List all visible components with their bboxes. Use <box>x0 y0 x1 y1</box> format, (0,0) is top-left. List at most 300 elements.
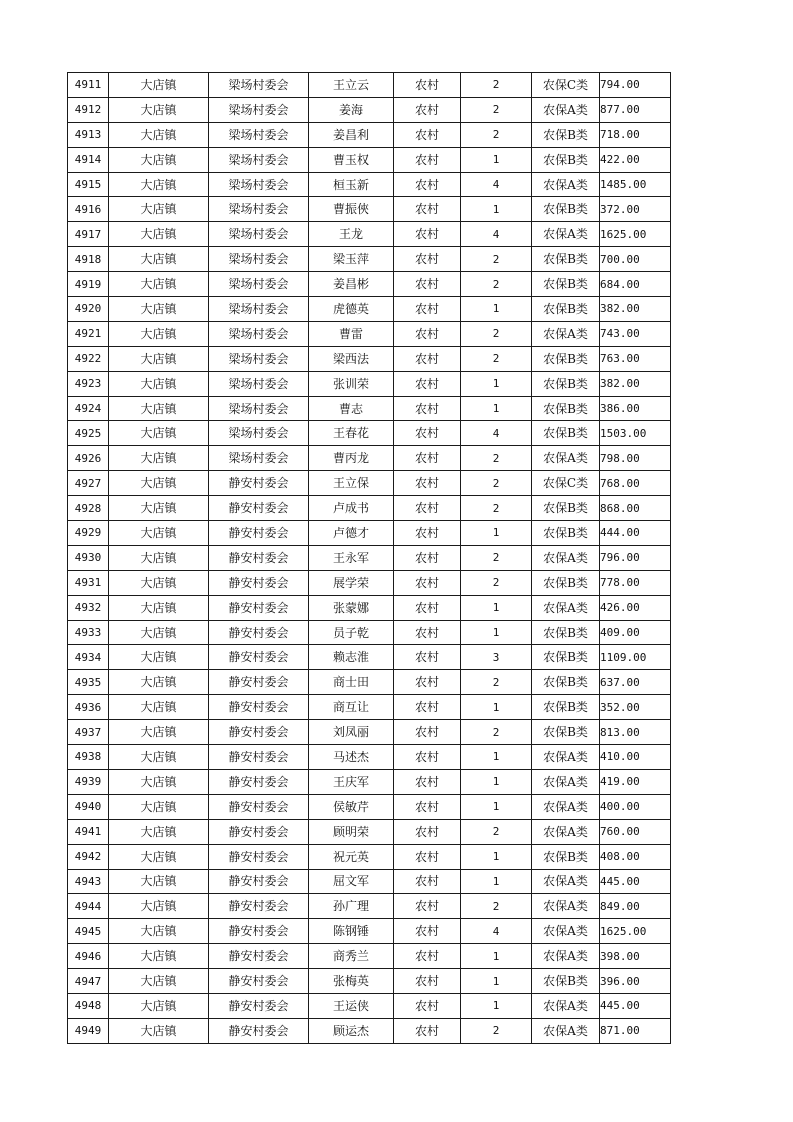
town-cell: 大店镇 <box>109 172 209 197</box>
area-type-cell: 农村 <box>394 73 461 98</box>
area-type-cell: 农村 <box>394 769 461 794</box>
village-committee-cell: 静安村委会 <box>209 869 309 894</box>
area-type-cell: 农村 <box>394 570 461 595</box>
table-row <box>68 272 671 297</box>
area-type-cell: 农村 <box>394 620 461 645</box>
table-row <box>68 222 671 247</box>
category-cell: 农保A类 <box>532 1018 600 1043</box>
household-size-cell: 4 <box>461 172 532 197</box>
town-cell: 大店镇 <box>109 645 209 670</box>
village-committee-cell: 静安村委会 <box>209 496 309 521</box>
amount-cell: 1109.00 <box>600 645 671 670</box>
village-committee-cell: 静安村委会 <box>209 595 309 620</box>
town-cell: 大店镇 <box>109 695 209 720</box>
category-cell: 农保B类 <box>532 346 600 371</box>
area-type-cell: 农村 <box>394 919 461 944</box>
category-cell: 农保C类 <box>532 73 600 98</box>
town-cell: 大店镇 <box>109 720 209 745</box>
name-cell: 王运侠 <box>309 993 394 1018</box>
town-cell: 大店镇 <box>109 97 209 122</box>
amount-cell: 396.00 <box>600 969 671 994</box>
area-type-cell: 农村 <box>394 446 461 471</box>
table-row <box>68 769 671 794</box>
table-row <box>68 147 671 172</box>
name-cell: 员子乾 <box>309 620 394 645</box>
area-type-cell: 农村 <box>394 147 461 172</box>
row-number-cell: 4921 <box>68 321 109 346</box>
village-committee-cell: 静安村委会 <box>209 570 309 595</box>
town-cell: 大店镇 <box>109 471 209 496</box>
area-type-cell: 农村 <box>394 720 461 745</box>
table-row <box>68 321 671 346</box>
row-number-cell: 4923 <box>68 371 109 396</box>
household-size-cell: 4 <box>461 919 532 944</box>
area-type-cell: 农村 <box>394 521 461 546</box>
household-size-cell: 2 <box>461 720 532 745</box>
table-row <box>68 97 671 122</box>
table-body <box>68 73 671 1044</box>
name-cell: 卢德才 <box>309 521 394 546</box>
category-cell: 农保A类 <box>532 321 600 346</box>
table-row <box>68 844 671 869</box>
town-cell: 大店镇 <box>109 794 209 819</box>
name-cell: 梁西法 <box>309 346 394 371</box>
town-cell: 大店镇 <box>109 346 209 371</box>
category-cell: 农保A类 <box>532 97 600 122</box>
town-cell: 大店镇 <box>109 745 209 770</box>
name-cell: 侯敏芹 <box>309 794 394 819</box>
category-cell: 农保A类 <box>532 595 600 620</box>
area-type-cell: 农村 <box>394 97 461 122</box>
table-row <box>68 695 671 720</box>
area-type-cell: 农村 <box>394 819 461 844</box>
household-size-cell: 1 <box>461 371 532 396</box>
name-cell: 顾明荣 <box>309 819 394 844</box>
category-cell: 农保C类 <box>532 471 600 496</box>
name-cell: 王立云 <box>309 73 394 98</box>
category-cell: 农保B类 <box>532 147 600 172</box>
category-cell: 农保B类 <box>532 720 600 745</box>
name-cell: 展学荣 <box>309 570 394 595</box>
category-cell: 农保B类 <box>532 670 600 695</box>
name-cell: 商士田 <box>309 670 394 695</box>
village-committee-cell: 静安村委会 <box>209 645 309 670</box>
name-cell: 赖志淮 <box>309 645 394 670</box>
row-number-cell: 4919 <box>68 272 109 297</box>
row-number-cell: 4911 <box>68 73 109 98</box>
area-type-cell: 农村 <box>394 1018 461 1043</box>
category-cell: 农保B类 <box>532 521 600 546</box>
town-cell: 大店镇 <box>109 844 209 869</box>
category-cell: 农保A类 <box>532 919 600 944</box>
name-cell: 商秀兰 <box>309 944 394 969</box>
row-number-cell: 4944 <box>68 894 109 919</box>
table-row <box>68 794 671 819</box>
town-cell: 大店镇 <box>109 620 209 645</box>
household-size-cell: 2 <box>461 819 532 844</box>
town-cell: 大店镇 <box>109 521 209 546</box>
area-type-cell: 农村 <box>394 272 461 297</box>
table-row <box>68 570 671 595</box>
row-number-cell: 4914 <box>68 147 109 172</box>
name-cell: 王立保 <box>309 471 394 496</box>
town-cell: 大店镇 <box>109 197 209 222</box>
amount-cell: 382.00 <box>600 297 671 322</box>
name-cell: 张梅英 <box>309 969 394 994</box>
name-cell: 王龙 <box>309 222 394 247</box>
household-size-cell: 2 <box>461 122 532 147</box>
row-number-cell: 4915 <box>68 172 109 197</box>
amount-cell: 794.00 <box>600 73 671 98</box>
row-number-cell: 4930 <box>68 545 109 570</box>
household-size-cell: 1 <box>461 695 532 720</box>
amount-cell: 445.00 <box>600 869 671 894</box>
name-cell: 商互让 <box>309 695 394 720</box>
table-row <box>68 122 671 147</box>
household-size-cell: 2 <box>461 272 532 297</box>
amount-cell: 778.00 <box>600 570 671 595</box>
village-committee-cell: 静安村委会 <box>209 844 309 869</box>
table-row <box>68 73 671 98</box>
town-cell: 大店镇 <box>109 894 209 919</box>
household-size-cell: 2 <box>461 247 532 272</box>
name-cell: 姜昌彬 <box>309 272 394 297</box>
amount-cell: 444.00 <box>600 521 671 546</box>
area-type-cell: 农村 <box>394 844 461 869</box>
household-size-cell: 1 <box>461 769 532 794</box>
village-committee-cell: 静安村委会 <box>209 894 309 919</box>
row-number-cell: 4932 <box>68 595 109 620</box>
table-row <box>68 670 671 695</box>
table-row <box>68 894 671 919</box>
name-cell: 马述杰 <box>309 745 394 770</box>
area-type-cell: 农村 <box>394 247 461 272</box>
household-size-cell: 2 <box>461 894 532 919</box>
town-cell: 大店镇 <box>109 919 209 944</box>
table-row <box>68 521 671 546</box>
town-cell: 大店镇 <box>109 595 209 620</box>
name-cell: 陈钢锤 <box>309 919 394 944</box>
row-number-cell: 4924 <box>68 396 109 421</box>
area-type-cell: 农村 <box>394 794 461 819</box>
household-size-cell: 2 <box>461 471 532 496</box>
row-number-cell: 4934 <box>68 645 109 670</box>
row-number-cell: 4936 <box>68 695 109 720</box>
household-size-cell: 1 <box>461 844 532 869</box>
area-type-cell: 农村 <box>394 545 461 570</box>
amount-cell: 798.00 <box>600 446 671 471</box>
village-committee-cell: 静安村委会 <box>209 545 309 570</box>
category-cell: 农保B类 <box>532 969 600 994</box>
category-cell: 农保B类 <box>532 272 600 297</box>
town-cell: 大店镇 <box>109 321 209 346</box>
table-row <box>68 346 671 371</box>
category-cell: 农保A类 <box>532 993 600 1018</box>
area-type-cell: 农村 <box>394 869 461 894</box>
category-cell: 农保A类 <box>532 446 600 471</box>
area-type-cell: 农村 <box>394 346 461 371</box>
category-cell: 农保B类 <box>532 496 600 521</box>
category-cell: 农保A类 <box>532 944 600 969</box>
category-cell: 农保B类 <box>532 645 600 670</box>
household-size-cell: 2 <box>461 321 532 346</box>
category-cell: 农保A类 <box>532 769 600 794</box>
category-cell: 农保A类 <box>532 222 600 247</box>
amount-cell: 868.00 <box>600 496 671 521</box>
category-cell: 农保B类 <box>532 695 600 720</box>
category-cell: 农保B类 <box>532 122 600 147</box>
area-type-cell: 农村 <box>394 371 461 396</box>
town-cell: 大店镇 <box>109 1018 209 1043</box>
village-committee-cell: 梁场村委会 <box>209 247 309 272</box>
row-number-cell: 4939 <box>68 769 109 794</box>
name-cell: 曹振俠 <box>309 197 394 222</box>
amount-cell: 426.00 <box>600 595 671 620</box>
row-number-cell: 4942 <box>68 844 109 869</box>
amount-cell: 372.00 <box>600 197 671 222</box>
town-cell: 大店镇 <box>109 869 209 894</box>
village-committee-cell: 静安村委会 <box>209 1018 309 1043</box>
village-committee-cell: 静安村委会 <box>209 944 309 969</box>
name-cell: 孙广理 <box>309 894 394 919</box>
area-type-cell: 农村 <box>394 745 461 770</box>
table-row <box>68 944 671 969</box>
household-size-cell: 4 <box>461 421 532 446</box>
area-type-cell: 农村 <box>394 595 461 620</box>
table-row <box>68 1018 671 1043</box>
name-cell: 张蒙娜 <box>309 595 394 620</box>
town-cell: 大店镇 <box>109 570 209 595</box>
village-committee-cell: 梁场村委会 <box>209 297 309 322</box>
allowance-table <box>67 72 671 1044</box>
category-cell: 农保B类 <box>532 371 600 396</box>
amount-cell: 1485.00 <box>600 172 671 197</box>
household-size-cell: 1 <box>461 521 532 546</box>
area-type-cell: 农村 <box>394 496 461 521</box>
village-committee-cell: 静安村委会 <box>209 969 309 994</box>
name-cell: 顾运杰 <box>309 1018 394 1043</box>
amount-cell: 871.00 <box>600 1018 671 1043</box>
table-row <box>68 720 671 745</box>
category-cell: 农保A类 <box>532 869 600 894</box>
amount-cell: 419.00 <box>600 769 671 794</box>
name-cell: 虎德英 <box>309 297 394 322</box>
category-cell: 农保B类 <box>532 844 600 869</box>
village-committee-cell: 梁场村委会 <box>209 371 309 396</box>
village-committee-cell: 梁场村委会 <box>209 172 309 197</box>
area-type-cell: 农村 <box>394 197 461 222</box>
name-cell: 姜昌利 <box>309 122 394 147</box>
town-cell: 大店镇 <box>109 396 209 421</box>
town-cell: 大店镇 <box>109 944 209 969</box>
village-committee-cell: 梁场村委会 <box>209 446 309 471</box>
village-committee-cell: 静安村委会 <box>209 794 309 819</box>
town-cell: 大店镇 <box>109 297 209 322</box>
village-committee-cell: 静安村委会 <box>209 819 309 844</box>
town-cell: 大店镇 <box>109 73 209 98</box>
household-size-cell: 2 <box>461 97 532 122</box>
name-cell: 姜海 <box>309 97 394 122</box>
row-number-cell: 4935 <box>68 670 109 695</box>
row-number-cell: 4913 <box>68 122 109 147</box>
category-cell: 农保A类 <box>532 545 600 570</box>
amount-cell: 410.00 <box>600 745 671 770</box>
row-number-cell: 4949 <box>68 1018 109 1043</box>
household-size-cell: 1 <box>461 993 532 1018</box>
row-number-cell: 4929 <box>68 521 109 546</box>
row-number-cell: 4946 <box>68 944 109 969</box>
village-committee-cell: 静安村委会 <box>209 769 309 794</box>
name-cell: 梁玉萍 <box>309 247 394 272</box>
category-cell: 农保A类 <box>532 894 600 919</box>
row-number-cell: 4938 <box>68 745 109 770</box>
area-type-cell: 农村 <box>394 321 461 346</box>
category-cell: 农保B类 <box>532 247 600 272</box>
village-committee-cell: 梁场村委会 <box>209 222 309 247</box>
area-type-cell: 农村 <box>394 396 461 421</box>
household-size-cell: 1 <box>461 197 532 222</box>
village-committee-cell: 梁场村委会 <box>209 321 309 346</box>
name-cell: 曹玉权 <box>309 147 394 172</box>
area-type-cell: 农村 <box>394 122 461 147</box>
town-cell: 大店镇 <box>109 222 209 247</box>
table-row <box>68 396 671 421</box>
household-size-cell: 2 <box>461 73 532 98</box>
household-size-cell: 3 <box>461 645 532 670</box>
table-row <box>68 371 671 396</box>
household-size-cell: 1 <box>461 595 532 620</box>
name-cell: 张训荣 <box>309 371 394 396</box>
category-cell: 农保B类 <box>532 396 600 421</box>
village-committee-cell: 静安村委会 <box>209 993 309 1018</box>
amount-cell: 382.00 <box>600 371 671 396</box>
area-type-cell: 农村 <box>394 894 461 919</box>
name-cell: 曹丙龙 <box>309 446 394 471</box>
town-cell: 大店镇 <box>109 670 209 695</box>
row-number-cell: 4948 <box>68 993 109 1018</box>
category-cell: 农保B类 <box>532 421 600 446</box>
row-number-cell: 4941 <box>68 819 109 844</box>
amount-cell: 813.00 <box>600 720 671 745</box>
household-size-cell: 2 <box>461 446 532 471</box>
household-size-cell: 1 <box>461 147 532 172</box>
area-type-cell: 农村 <box>394 969 461 994</box>
village-committee-cell: 梁场村委会 <box>209 73 309 98</box>
name-cell: 卢成书 <box>309 496 394 521</box>
area-type-cell: 农村 <box>394 670 461 695</box>
row-number-cell: 4945 <box>68 919 109 944</box>
amount-cell: 849.00 <box>600 894 671 919</box>
table-row <box>68 545 671 570</box>
household-size-cell: 1 <box>461 297 532 322</box>
amount-cell: 718.00 <box>600 122 671 147</box>
name-cell: 王庆军 <box>309 769 394 794</box>
town-cell: 大店镇 <box>109 247 209 272</box>
village-committee-cell: 静安村委会 <box>209 670 309 695</box>
table-row <box>68 247 671 272</box>
row-number-cell: 4916 <box>68 197 109 222</box>
category-cell: 农保A类 <box>532 172 600 197</box>
town-cell: 大店镇 <box>109 421 209 446</box>
name-cell: 桓玉新 <box>309 172 394 197</box>
town-cell: 大店镇 <box>109 993 209 1018</box>
row-number-cell: 4920 <box>68 297 109 322</box>
row-number-cell: 4918 <box>68 247 109 272</box>
amount-cell: 445.00 <box>600 993 671 1018</box>
area-type-cell: 农村 <box>394 222 461 247</box>
amount-cell: 700.00 <box>600 247 671 272</box>
household-size-cell: 2 <box>461 570 532 595</box>
name-cell: 王春花 <box>309 421 394 446</box>
amount-cell: 760.00 <box>600 819 671 844</box>
household-size-cell: 2 <box>461 545 532 570</box>
amount-cell: 1503.00 <box>600 421 671 446</box>
village-committee-cell: 静安村委会 <box>209 620 309 645</box>
table-row <box>68 595 671 620</box>
row-number-cell: 4912 <box>68 97 109 122</box>
name-cell: 曹志 <box>309 396 394 421</box>
area-type-cell: 农村 <box>394 297 461 322</box>
amount-cell: 400.00 <box>600 794 671 819</box>
town-cell: 大店镇 <box>109 819 209 844</box>
village-committee-cell: 静安村委会 <box>209 471 309 496</box>
household-size-cell: 1 <box>461 869 532 894</box>
town-cell: 大店镇 <box>109 147 209 172</box>
village-committee-cell: 静安村委会 <box>209 695 309 720</box>
town-cell: 大店镇 <box>109 545 209 570</box>
name-cell: 王永军 <box>309 545 394 570</box>
table-row <box>68 745 671 770</box>
row-number-cell: 4927 <box>68 471 109 496</box>
table-row <box>68 496 671 521</box>
table-row <box>68 197 671 222</box>
table-row <box>68 645 671 670</box>
category-cell: 农保A类 <box>532 794 600 819</box>
amount-cell: 768.00 <box>600 471 671 496</box>
row-number-cell: 4922 <box>68 346 109 371</box>
household-size-cell: 2 <box>461 346 532 371</box>
household-size-cell: 1 <box>461 396 532 421</box>
town-cell: 大店镇 <box>109 371 209 396</box>
amount-cell: 1625.00 <box>600 919 671 944</box>
table-row <box>68 446 671 471</box>
row-number-cell: 4947 <box>68 969 109 994</box>
row-number-cell: 4926 <box>68 446 109 471</box>
table-row <box>68 869 671 894</box>
category-cell: 农保B类 <box>532 570 600 595</box>
household-size-cell: 1 <box>461 745 532 770</box>
town-cell: 大店镇 <box>109 969 209 994</box>
household-size-cell: 1 <box>461 969 532 994</box>
table-row <box>68 969 671 994</box>
amount-cell: 352.00 <box>600 695 671 720</box>
area-type-cell: 农村 <box>394 471 461 496</box>
table-row <box>68 172 671 197</box>
village-committee-cell: 静安村委会 <box>209 745 309 770</box>
amount-cell: 422.00 <box>600 147 671 172</box>
name-cell: 祝元英 <box>309 844 394 869</box>
category-cell: 农保B类 <box>532 197 600 222</box>
row-number-cell: 4940 <box>68 794 109 819</box>
village-committee-cell: 梁场村委会 <box>209 346 309 371</box>
table-row <box>68 819 671 844</box>
name-cell: 曹雷 <box>309 321 394 346</box>
town-cell: 大店镇 <box>109 496 209 521</box>
town-cell: 大店镇 <box>109 272 209 297</box>
household-size-cell: 1 <box>461 620 532 645</box>
amount-cell: 408.00 <box>600 844 671 869</box>
village-committee-cell: 静安村委会 <box>209 720 309 745</box>
